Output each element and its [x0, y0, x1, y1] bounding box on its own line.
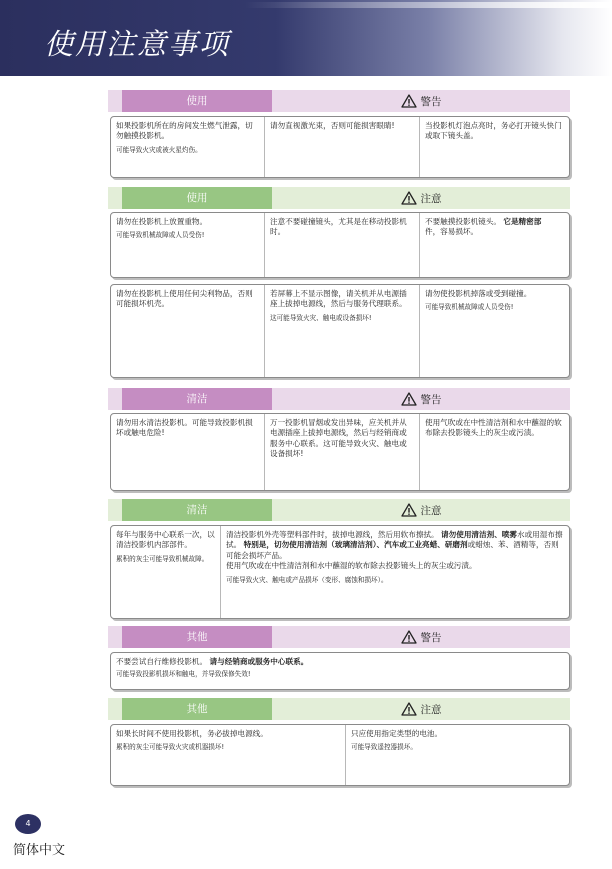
section-level: 警告 — [420, 631, 442, 644]
notice-text — [425, 217, 564, 238]
notice-text: 请勿使投影机掉落或受到碰撞。 — [425, 289, 532, 298]
notice-text-part: 水或用湿布擦拭。 — [226, 530, 563, 550]
section-level: 警告 — [420, 95, 442, 108]
section-other-warning — [108, 626, 570, 648]
notice-text: 请勿直视激光束，否则可能损害眼睛! — [270, 121, 395, 130]
notice-text — [116, 657, 564, 667]
notice-box — [110, 413, 570, 491]
notice-text-part: 或蜡烛、苯、酒精等，否则可能会损坏产品。 — [226, 540, 559, 560]
section-label: 其他 — [122, 698, 272, 720]
notice-emphasis: 特别是，切勿使用清洁剂（玻璃清洁剂）、汽车或工业亮蜡、研磨剂 — [243, 540, 468, 550]
notice-text — [226, 530, 564, 572]
notice-box — [110, 724, 570, 786]
section-use-caution — [108, 187, 570, 209]
notice-cell — [265, 213, 420, 277]
banner-stripe — [0, 2, 612, 8]
notice-text: 万一投影机冒烟或发出异味，应关机并从电源插座上拔掉电源线，然后与经销商或服务中心联系。这可能导致火灾、触电或设备损坏! — [270, 418, 407, 459]
warning-triangle-icon — [401, 94, 417, 108]
section-label: 使用 — [122, 187, 272, 209]
notice-text: 只应使用指定类型的电池。 — [351, 729, 443, 738]
section-label: 其他 — [122, 626, 272, 648]
notice-box — [110, 212, 570, 278]
notice-cell — [265, 285, 420, 377]
notice-cell — [420, 117, 569, 177]
notice-subtext: 累积的灰尘可能导致火灾或机器损坏! — [116, 743, 225, 752]
notice-cell — [346, 725, 569, 785]
section-other-caution — [108, 698, 570, 720]
notice-subtext: 累积的灰尘可能导致机械故障。 — [116, 554, 209, 563]
section-level: 注意 — [420, 703, 442, 716]
notice-cell — [111, 414, 265, 490]
section-label: 清洁 — [122, 499, 272, 521]
notice-cell — [420, 414, 569, 490]
section-clean-warning — [108, 388, 570, 410]
section-label: 使用 — [122, 90, 272, 112]
notice-cell — [111, 725, 346, 785]
notice-cell — [265, 414, 420, 490]
notice-text-part: 清洁投影机外壳等塑料部件时，拔掉电源线，然后用软布擦拭。 — [226, 530, 439, 539]
notice-text: 请勿在投影机上放置重物。 — [116, 217, 208, 226]
notice-cell — [265, 117, 420, 177]
notice-text-part: 件，容易损坏。 — [425, 227, 479, 237]
notice-cell — [111, 653, 569, 689]
notice-emphasis: 请与经销商或服务中心联系。 — [209, 657, 309, 666]
warning-triangle-icon — [401, 503, 417, 517]
notice-box — [110, 525, 570, 619]
warning-triangle-icon — [401, 630, 417, 644]
section-use-warning — [108, 90, 570, 112]
section-level: 警告 — [420, 393, 442, 406]
notice-subtext: 可能导致机械故障或人员受伤! — [425, 303, 514, 312]
warning-triangle-icon — [401, 191, 417, 205]
notice-cell — [420, 213, 569, 277]
notice-text-part: 不要触摸投影机镜头。 — [425, 217, 501, 226]
notice-subtext: 可能导致机械故障或人员受伤! — [116, 231, 205, 240]
warning-triangle-icon — [401, 392, 417, 406]
notice-text: 如果长时间不使用投影机，务必拔掉电源线。 — [116, 729, 268, 738]
section-label: 清洁 — [122, 388, 272, 410]
notice-cell — [111, 117, 265, 177]
notice-subtext: 可能导致火灾、触电或产品损坏（变形、腐蚀和损坏）。 — [226, 575, 388, 584]
notice-cell — [111, 285, 265, 377]
notice-subtext: 可能导致遥控器损坏。 — [351, 743, 417, 752]
page-number: 4 — [15, 814, 41, 834]
notice-text: 注意不要碰撞镜头，尤其是在移动投影机时。 — [270, 217, 407, 237]
notice-box — [110, 116, 570, 178]
notice-box — [110, 284, 570, 378]
notice-text: 如果投影机所在的房间发生燃气泄露，切勿触摸投影机。 — [116, 121, 253, 141]
notice-emphasis: 它是精密部 — [503, 217, 542, 226]
notice-subtext: 可能导致投影机损坏和触电，并导致保修失效! — [116, 670, 251, 679]
notice-box — [110, 652, 570, 690]
notice-text-part: 使用气吹或在中性清洁剂和水中蘸湿的软布除去投影镜头上的灰尘或污渍。 — [226, 561, 477, 571]
section-level: 注意 — [420, 504, 442, 517]
page-title: 使用注意事项 — [44, 27, 231, 61]
header-banner — [0, 0, 612, 76]
notice-emphasis: 请勿使用清洁剂、喷雾 — [441, 530, 517, 539]
notice-cell — [111, 213, 265, 277]
notice-text: 请勿在投影机上使用任何尖利物品，否则可能损坏机壳。 — [116, 289, 253, 309]
language-label: 简体中文 — [13, 843, 66, 858]
notice-subtext: 可能导致火灾或被火星灼伤。 — [116, 145, 202, 154]
notice-subtext: 这可能导致火灾、触电或设备损坏! — [270, 313, 372, 322]
notice-text-part: 不要尝试自行维修投影机。 — [116, 657, 208, 666]
notice-cell — [111, 526, 221, 618]
notice-text: 每年与服务中心联系一次，以清洁投影机内部部件。 — [116, 530, 215, 550]
section-clean-caution — [108, 499, 570, 521]
notice-text: 使用气吹或在中性清洁剂和水中蘸湿的软布除去投影镜头上的灰尘或污渍。 — [425, 418, 562, 438]
warning-triangle-icon — [401, 702, 417, 716]
notice-text: 请勿用水清洁投影机。可能导致投影机损坏或触电危险! — [116, 418, 253, 438]
notice-cell — [221, 526, 569, 618]
section-level: 注意 — [420, 192, 442, 205]
notice-cell — [420, 285, 569, 377]
notice-text: 当投影机灯泡点亮时，务必打开镜头快门或取下镜头盖。 — [425, 121, 562, 141]
notice-text: 若屏幕上不显示图像，请关机并从电源插座上拔掉电源线，然后与服务代理联系。 — [270, 289, 407, 309]
